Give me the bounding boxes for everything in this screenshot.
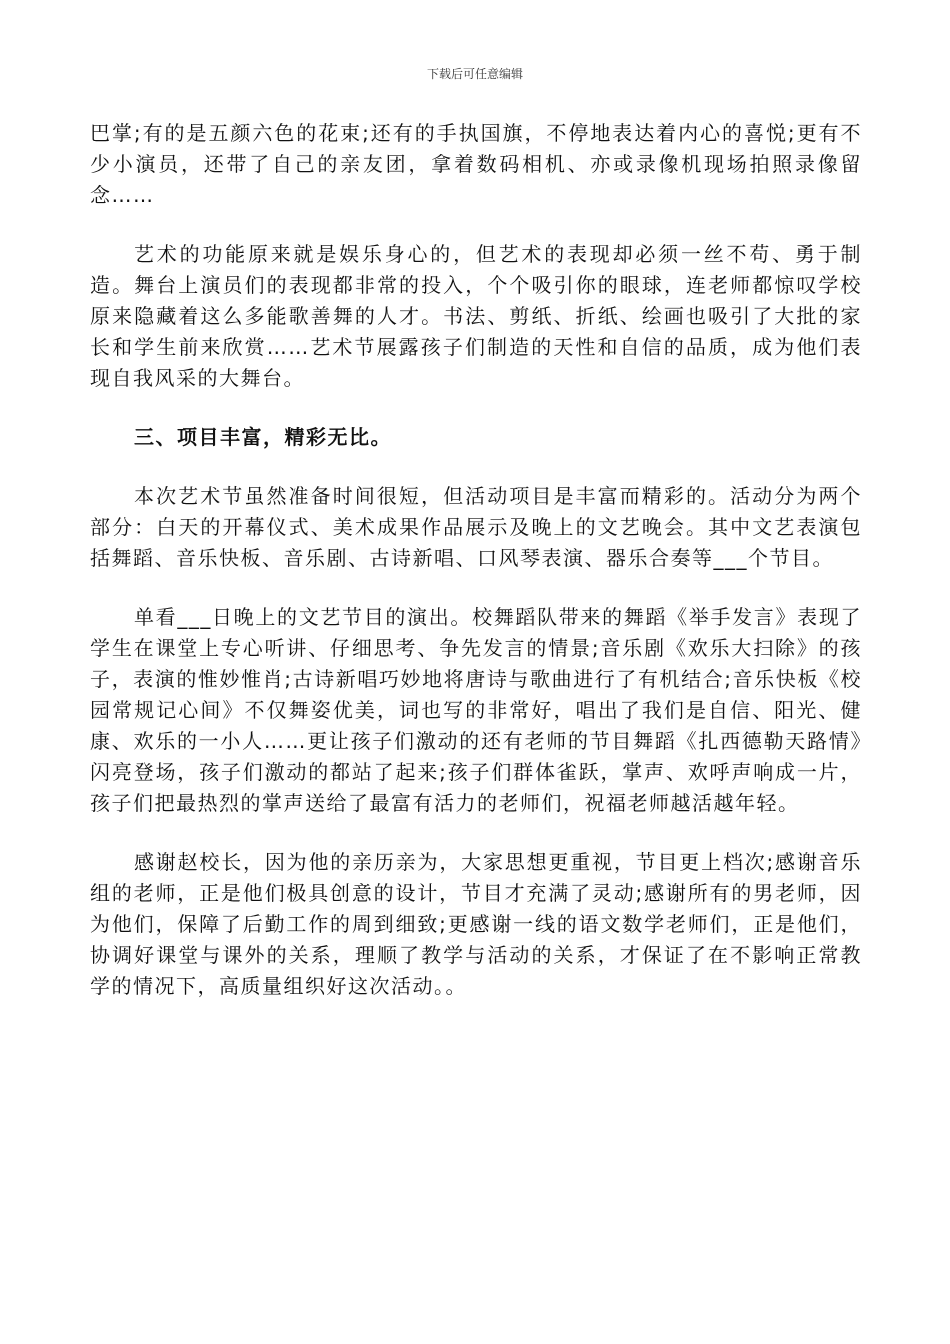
paragraph-gap: [90, 819, 862, 847]
document-body: [90, 118, 862, 1002]
paragraph-continuation: 巴掌;有的是五颜六色的花束;还有的手执国旗，不停地表达着内心的喜悦;更有不少小演员，还带了自己的亲友团，拿着数码相机、亦或录像机现场拍照录像留念……: [90, 121, 862, 207]
paragraph-evening-show: 单看___日晚上的文艺节目的演出。校舞蹈队带来的舞蹈《举手发言》表现了学生在课堂上专心听讲、仔细思考、争先发言的情景;音乐剧《欢乐大扫除》的孩子，表演的惟妙惟肖;古诗新唱巧妙地将唐诗与歌曲进行了有机结合;音乐快板《校园常规记心间》不仅舞姿优美，词也写的非常好，唱出了我们是自信、阳光、健康、欢乐的一小人……更让孩子们激动的还有老师的节目舞蹈《扎西德勒天路情》闪亮登场，孩子们激动的都站了起来;孩子们群体雀跃，掌声、欢呼声响成一片，孩子们把最热烈的掌声送给了最富有活力的老师们，祝福老师越活越年轻。: [90, 605, 862, 815]
paragraph-gap: [90, 574, 862, 602]
header-note: 下载后可任意编辑: [426, 67, 523, 81]
paragraph-gap: [90, 394, 862, 422]
section-heading: 三、项目丰富，精彩无比。: [134, 425, 392, 449]
paragraph-activities: 本次艺术节虽然准备时间很短，但活动项目是丰富而精彩的。活动分为两个部分：白天的开幕仪式、美术成果作品展示及晚上的文艺晚会。其中文艺表演包括舞蹈、音乐快板、音乐剧、古诗新唱、口风琴表演、器乐合奏等___个节目。: [90, 484, 862, 570]
paragraph-gap: [90, 211, 862, 239]
paragraph-art-function: 艺术的功能原来就是娱乐身心的，但艺术的表现却必须一丝不苟、勇于制造。舞台上演员们的表现都非常的投入，个个吸引你的眼球，连老师都惊叹学校原来隐藏着这么多能歌善舞的人才。书法、剪纸、折纸、绘画也吸引了大批的家长和学生前来欣赏……艺术节展露孩子们制造的天性和自信的品质，成为他们表现自我风采的大舞台。: [90, 242, 862, 390]
paragraph-thanks: 感谢赵校长，因为他的亲历亲为，大家思想更重视，节目更上档次;感谢音乐组的老师，正是他们极具创意的设计，节目才充满了灵动;感谢所有的男老师，因为他们，保障了后勤工作的周到细致;更感谢一线的语文数学老师们，正是他们，协调好课堂与课外的关系，理顺了教学与活动的关系，才保证了在不影响正常教学的情况下，高质量组织好这次活动。。: [90, 850, 862, 998]
paragraph-gap: [90, 453, 862, 481]
